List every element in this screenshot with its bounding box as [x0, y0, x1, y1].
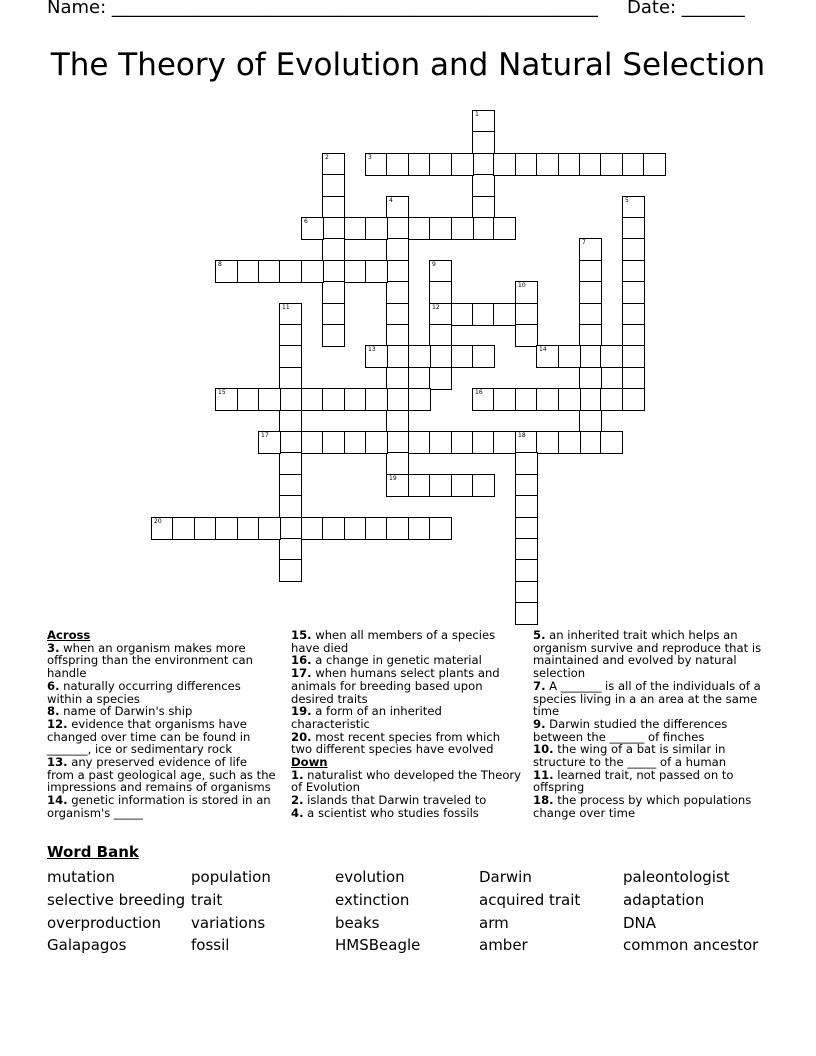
- clue-item: [47, 756, 277, 794]
- clue-number: 17.: [291, 666, 312, 681]
- clue-text: when humans select plants and animals for breeding based upon desired traits: [291, 666, 500, 706]
- crossword-cell[interactable]: [579, 238, 602, 261]
- cell-number: 16: [475, 389, 483, 396]
- crossword-cell[interactable]: [365, 260, 388, 283]
- crossword-cell[interactable]: [600, 153, 623, 176]
- crossword-cell[interactable]: [472, 174, 495, 197]
- crossword-cell[interactable]: [365, 431, 388, 454]
- crossword-cell[interactable]: [215, 260, 238, 283]
- clue-item: [47, 642, 277, 680]
- crossword-cell[interactable]: [515, 474, 538, 497]
- cell-number: 14: [539, 346, 547, 353]
- crossword-cell[interactable]: [301, 388, 324, 411]
- crossword-cell[interactable]: [429, 217, 452, 240]
- crossword-cell[interactable]: [472, 153, 495, 176]
- crossword-cell[interactable]: [386, 196, 409, 219]
- word-bank-item: mutation: [47, 868, 115, 886]
- cell-number: 6: [304, 218, 308, 225]
- crossword-cell[interactable]: [515, 581, 538, 604]
- crossword-cell[interactable]: [429, 324, 452, 347]
- clue-number: 3.: [47, 640, 60, 655]
- crossword-cell[interactable]: [408, 517, 431, 540]
- cell-number: 2: [325, 154, 329, 161]
- crossword-cell[interactable]: [451, 303, 474, 326]
- crossword-cell[interactable]: [237, 517, 260, 540]
- crossword-cell[interactable]: [579, 260, 602, 283]
- crossword-cell[interactable]: [493, 388, 516, 411]
- clue-item: [291, 705, 523, 730]
- clues-column-1: [47, 629, 277, 820]
- crossword-cell[interactable]: [429, 153, 452, 176]
- cell-number: 18: [518, 432, 526, 439]
- crossword-cell[interactable]: [279, 367, 302, 390]
- clue-text: naturalist who developed the Theory of Evolution: [291, 767, 522, 795]
- crossword-cell[interactable]: [322, 153, 345, 176]
- crossword-cell[interactable]: [558, 345, 581, 368]
- clue-item: [533, 680, 763, 718]
- across-heading: Across: [47, 628, 91, 642]
- crossword-cell[interactable]: [472, 196, 495, 219]
- clue-number: 1.: [291, 767, 304, 782]
- crossword-cell[interactable]: [194, 517, 217, 540]
- crossword-cell[interactable]: [472, 303, 495, 326]
- crossword-cell[interactable]: [408, 153, 431, 176]
- crossword-cell[interactable]: [386, 431, 409, 454]
- date-field: Date: _______: [627, 0, 745, 18]
- clue-number: 4.: [291, 805, 304, 820]
- clue-item: [533, 794, 763, 819]
- crossword-cell[interactable]: [515, 559, 538, 582]
- clue-text: learned trait, not passed on to offspring: [533, 767, 734, 795]
- crossword-cell[interactable]: [386, 474, 409, 497]
- crossword-cell[interactable]: [600, 345, 623, 368]
- clue-text: A _______ is all of the individuals of a species living in a an area at the same time: [533, 678, 761, 719]
- crossword-cell[interactable]: [472, 388, 495, 411]
- crossword-cell[interactable]: [322, 431, 345, 454]
- crossword-cell[interactable]: [258, 431, 281, 454]
- clue-number: 14.: [47, 793, 68, 808]
- crossword-cell[interactable]: [279, 388, 302, 411]
- crossword-cell[interactable]: [579, 410, 602, 433]
- crossword-cell[interactable]: [301, 517, 324, 540]
- crossword-cell[interactable]: [429, 345, 452, 368]
- crossword-cell[interactable]: [237, 388, 260, 411]
- crossword-cell[interactable]: [493, 217, 516, 240]
- word-bank-item: selective breeding: [47, 890, 186, 909]
- crossword-cell[interactable]: [643, 153, 666, 176]
- crossword-cell[interactable]: [451, 345, 474, 368]
- crossword-cell[interactable]: [386, 388, 409, 411]
- clue-item: [291, 667, 523, 705]
- crossword-cell[interactable]: [365, 153, 388, 176]
- clue-number: 2.: [291, 793, 304, 808]
- crossword-cell[interactable]: [579, 303, 602, 326]
- crossword-cell[interactable]: [365, 345, 388, 368]
- word-bank-title: Word Bank: [47, 843, 139, 861]
- crossword-cell[interactable]: [279, 538, 302, 561]
- clue-item: [47, 680, 277, 705]
- clue-text: a scientist who studies fossils: [303, 805, 479, 820]
- crossword-cell[interactable]: [365, 517, 388, 540]
- clue-number: 9.: [533, 716, 546, 731]
- word-bank-item: Darwin: [479, 868, 532, 886]
- crossword-cell[interactable]: [322, 174, 345, 197]
- crossword-cell[interactable]: [344, 517, 367, 540]
- clue-item: [47, 718, 277, 756]
- crossword-cell[interactable]: [279, 410, 302, 433]
- crossword-cell[interactable]: [622, 367, 645, 390]
- clue-item: [291, 807, 523, 820]
- crossword-cell[interactable]: [622, 345, 645, 368]
- crossword-cell[interactable]: [472, 345, 495, 368]
- down-heading: Down: [291, 755, 328, 770]
- crossword-cell[interactable]: [279, 260, 302, 283]
- clue-number: 12.: [47, 716, 68, 731]
- crossword-cell[interactable]: [622, 303, 645, 326]
- crossword-cell[interactable]: [429, 367, 452, 390]
- crossword-cell[interactable]: [322, 517, 345, 540]
- crossword-cell[interactable]: [579, 153, 602, 176]
- cell-number: 7: [582, 239, 586, 246]
- clue-text: the wing of a bat is similar in structure to the _____ of a human: [533, 742, 727, 770]
- clue-item: [47, 794, 277, 819]
- crossword-cell[interactable]: [386, 452, 409, 475]
- crossword-cell[interactable]: [322, 303, 345, 326]
- clue-text: when an organism makes more offspring than the environment can handle: [47, 640, 253, 681]
- cell-number: 5: [625, 197, 629, 204]
- cell-number: 4: [389, 197, 393, 204]
- cell-number: 12: [432, 304, 440, 311]
- crossword-cell[interactable]: [536, 153, 559, 176]
- cell-number: 15: [218, 389, 226, 396]
- crossword-cell[interactable]: [536, 388, 559, 411]
- clue-number: 7.: [533, 678, 546, 693]
- crossword-cell[interactable]: [386, 238, 409, 261]
- crossword-cell[interactable]: [451, 431, 474, 454]
- crossword-cell[interactable]: [322, 388, 345, 411]
- crossword-cell[interactable]: [515, 495, 538, 518]
- crossword-cell[interactable]: [386, 345, 409, 368]
- word-bank-item: adaptation: [623, 890, 705, 909]
- clue-text: naturally occurring differences within a species: [47, 678, 241, 706]
- crossword-cell[interactable]: [408, 217, 431, 240]
- cell-number: 8: [218, 261, 222, 268]
- clue-number: 19.: [291, 704, 312, 719]
- crossword-cell[interactable]: [429, 474, 452, 497]
- crossword-cell[interactable]: [386, 324, 409, 347]
- cell-number: 20: [154, 518, 162, 525]
- crossword-cell[interactable]: [622, 324, 645, 347]
- crossword-cell[interactable]: [386, 153, 409, 176]
- crossword-cell[interactable]: [622, 388, 645, 411]
- crossword-cell[interactable]: [515, 324, 538, 347]
- crossword-cell[interactable]: [344, 388, 367, 411]
- cell-number: 9: [432, 261, 436, 268]
- word-bank-item: variations: [191, 913, 266, 932]
- clue-text: any preserved evidence of life from a past geological age, such as the impressions and remains of organisms: [47, 755, 276, 795]
- word-bank-item: evolution: [335, 868, 405, 886]
- crossword-cell[interactable]: [472, 217, 495, 240]
- cell-number: 1: [475, 111, 479, 118]
- crossword-cell[interactable]: [279, 495, 302, 518]
- crossword-cell[interactable]: [579, 281, 602, 304]
- word-bank-item: trait: [191, 890, 223, 909]
- crossword-cell[interactable]: [558, 388, 581, 411]
- clue-item: [533, 629, 763, 680]
- crossword-cell[interactable]: [279, 345, 302, 368]
- clue-text: evidence that organisms have changed over time can be found in _______, ice or sedimentary rock: [47, 716, 251, 757]
- crossword-cell[interactable]: [365, 217, 388, 240]
- crossword-cell[interactable]: [258, 388, 281, 411]
- crossword-cell[interactable]: [515, 153, 538, 176]
- crossword-cell[interactable]: [344, 217, 367, 240]
- crossword-cell[interactable]: [600, 388, 623, 411]
- crossword-cell[interactable]: [386, 217, 409, 240]
- crossword-cell[interactable]: [237, 260, 260, 283]
- word-bank-item: common ancestor: [623, 936, 759, 955]
- crossword-cell[interactable]: [515, 431, 538, 454]
- word-bank-item: arm: [479, 913, 509, 932]
- crossword-cell[interactable]: [493, 431, 516, 454]
- clue-number: 13.: [47, 755, 68, 770]
- crossword-cell[interactable]: [622, 196, 645, 219]
- cell-number: 3: [368, 154, 372, 161]
- word-bank-item: amber: [479, 936, 528, 955]
- crossword-cell[interactable]: [386, 260, 409, 283]
- clue-text: most recent species from which two different species have evolved: [291, 729, 501, 757]
- crossword-cell[interactable]: [386, 517, 409, 540]
- crossword-cell[interactable]: [451, 217, 474, 240]
- crossword-cell[interactable]: [536, 345, 559, 368]
- crossword-cell[interactable]: [322, 238, 345, 261]
- crossword-cell[interactable]: [429, 517, 452, 540]
- clue-item: [291, 629, 523, 654]
- crossword-cell[interactable]: [622, 281, 645, 304]
- clue-text: a form of an inherited characteristic: [291, 704, 442, 731]
- clue-text: Darwin studied the differences between the ______ of finches: [533, 716, 728, 744]
- clue-number: 18.: [533, 793, 554, 808]
- crossword-cell[interactable]: [472, 431, 495, 454]
- crossword-cell[interactable]: [515, 517, 538, 540]
- crossword-cell[interactable]: [429, 260, 452, 283]
- cell-number: 19: [389, 475, 397, 482]
- crossword-cell[interactable]: [493, 153, 516, 176]
- crossword-cell[interactable]: [515, 538, 538, 561]
- crossword-cell[interactable]: [515, 452, 538, 475]
- crossword-cell[interactable]: [536, 431, 559, 454]
- crossword-cell[interactable]: [472, 131, 495, 154]
- crossword-cell[interactable]: [322, 260, 345, 283]
- crossword-cell[interactable]: [279, 559, 302, 582]
- word-bank: [47, 866, 787, 957]
- word-bank-item: Galapagos: [47, 936, 127, 955]
- crossword-cell[interactable]: [515, 388, 538, 411]
- clue-text: a change in genetic material: [311, 653, 482, 668]
- crossword-cell[interactable]: [386, 367, 409, 390]
- crossword-cell[interactable]: [429, 303, 452, 326]
- word-bank-item: acquired trait: [479, 890, 581, 909]
- cell-number: 13: [368, 346, 376, 353]
- crossword-cell[interactable]: [451, 474, 474, 497]
- crossword-cell[interactable]: [258, 260, 281, 283]
- word-bank-item: HMSBeagle: [335, 936, 421, 955]
- crossword-cell[interactable]: [151, 517, 174, 540]
- clue-item: [533, 769, 763, 794]
- clue-number: 20.: [291, 729, 312, 744]
- crossword-cell[interactable]: [408, 431, 431, 454]
- clue-text: islands that Darwin traveled to: [303, 793, 487, 808]
- crossword-cell[interactable]: [172, 517, 195, 540]
- crossword-cell[interactable]: [579, 388, 602, 411]
- crossword-cell[interactable]: [515, 602, 538, 625]
- clue-text: genetic information is stored in an organism's _____: [47, 793, 271, 820]
- crossword-cell[interactable]: [472, 474, 495, 497]
- clue-text: name of Darwin's ship: [59, 704, 193, 719]
- clue-number: 15.: [291, 628, 312, 642]
- cell-number: 10: [518, 282, 526, 289]
- clue-number: 8.: [47, 704, 60, 719]
- clue-text: the process by which populations change over time: [533, 793, 752, 820]
- crossword-cell[interactable]: [451, 153, 474, 176]
- word-bank-item: DNA: [623, 913, 657, 932]
- clue-number: 10.: [533, 742, 554, 757]
- word-bank-item: fossil: [191, 936, 230, 955]
- clue-number: 11.: [533, 767, 554, 782]
- crossword-cell[interactable]: [322, 281, 345, 304]
- clue-item: [291, 769, 523, 794]
- crossword-cell[interactable]: [215, 388, 238, 411]
- crossword-cell[interactable]: [344, 431, 367, 454]
- crossword-cell[interactable]: [472, 110, 495, 133]
- crossword-cell[interactable]: [279, 517, 302, 540]
- clues-column-3: [533, 629, 763, 820]
- clue-number: 5.: [533, 628, 546, 642]
- page-title: The Theory of Evolution and Natural Selection: [50, 47, 766, 83]
- crossword-cell[interactable]: [386, 303, 409, 326]
- word-bank-item: paleontologist: [623, 868, 730, 886]
- crossword-cell[interactable]: [600, 431, 623, 454]
- crossword-cell[interactable]: [279, 474, 302, 497]
- crossword-cell[interactable]: [408, 345, 431, 368]
- crossword-cell[interactable]: [322, 217, 345, 240]
- crossword-cell[interactable]: [429, 281, 452, 304]
- crossword-cell[interactable]: [579, 431, 602, 454]
- clue-text: when all members of a species have died: [291, 628, 496, 655]
- crossword-cell[interactable]: [322, 324, 345, 347]
- crossword-cell[interactable]: [515, 281, 538, 304]
- clue-number: 16.: [291, 653, 312, 668]
- crossword-cell[interactable]: [622, 217, 645, 240]
- crossword-cell[interactable]: [301, 217, 324, 240]
- crossword-cell[interactable]: [408, 474, 431, 497]
- clue-item: [291, 731, 523, 756]
- crossword-cell[interactable]: [579, 324, 602, 347]
- crossword-cell[interactable]: [622, 260, 645, 283]
- crossword-cell[interactable]: [558, 153, 581, 176]
- crossword-cell[interactable]: [279, 324, 302, 347]
- word-bank-item: extinction: [335, 890, 410, 909]
- cell-number: 11: [282, 304, 290, 311]
- crossword-cell[interactable]: [579, 345, 602, 368]
- crossword-cell[interactable]: [301, 260, 324, 283]
- crossword-cell[interactable]: [344, 260, 367, 283]
- crossword-cell[interactable]: [386, 410, 409, 433]
- crossword-cell[interactable]: [622, 238, 645, 261]
- clue-number: 6.: [47, 678, 60, 693]
- crossword-cell[interactable]: [515, 303, 538, 326]
- crossword-cell[interactable]: [493, 303, 516, 326]
- crossword-cell[interactable]: [322, 196, 345, 219]
- crossword-cell[interactable]: [301, 431, 324, 454]
- crossword-cell[interactable]: [408, 388, 431, 411]
- cell-number: 17: [261, 432, 269, 439]
- clue-text: an inherited trait which helps an organism survive and reproduce that is maintained and evolved by natural selection: [533, 628, 762, 681]
- crossword-cell[interactable]: [279, 452, 302, 475]
- word-bank-item: overproduction: [47, 913, 161, 932]
- crossword-cell[interactable]: [215, 517, 238, 540]
- crossword-cell[interactable]: [365, 388, 388, 411]
- crossword-cell[interactable]: [279, 431, 302, 454]
- crossword-cell[interactable]: [429, 431, 452, 454]
- crossword-cell[interactable]: [558, 431, 581, 454]
- word-bank-item: beaks: [335, 913, 380, 932]
- crossword-cell[interactable]: [386, 281, 409, 304]
- crossword-cell[interactable]: [258, 517, 281, 540]
- clues-column-2: [291, 629, 523, 820]
- name-field: Name: ______________________________________________________: [47, 0, 598, 18]
- crossword-cell[interactable]: [622, 153, 645, 176]
- crossword-cell[interactable]: [279, 303, 302, 326]
- crossword-cell[interactable]: [579, 367, 602, 390]
- word-bank-item: population: [191, 868, 271, 886]
- clue-item: [533, 718, 763, 743]
- clue-item: [533, 743, 763, 768]
